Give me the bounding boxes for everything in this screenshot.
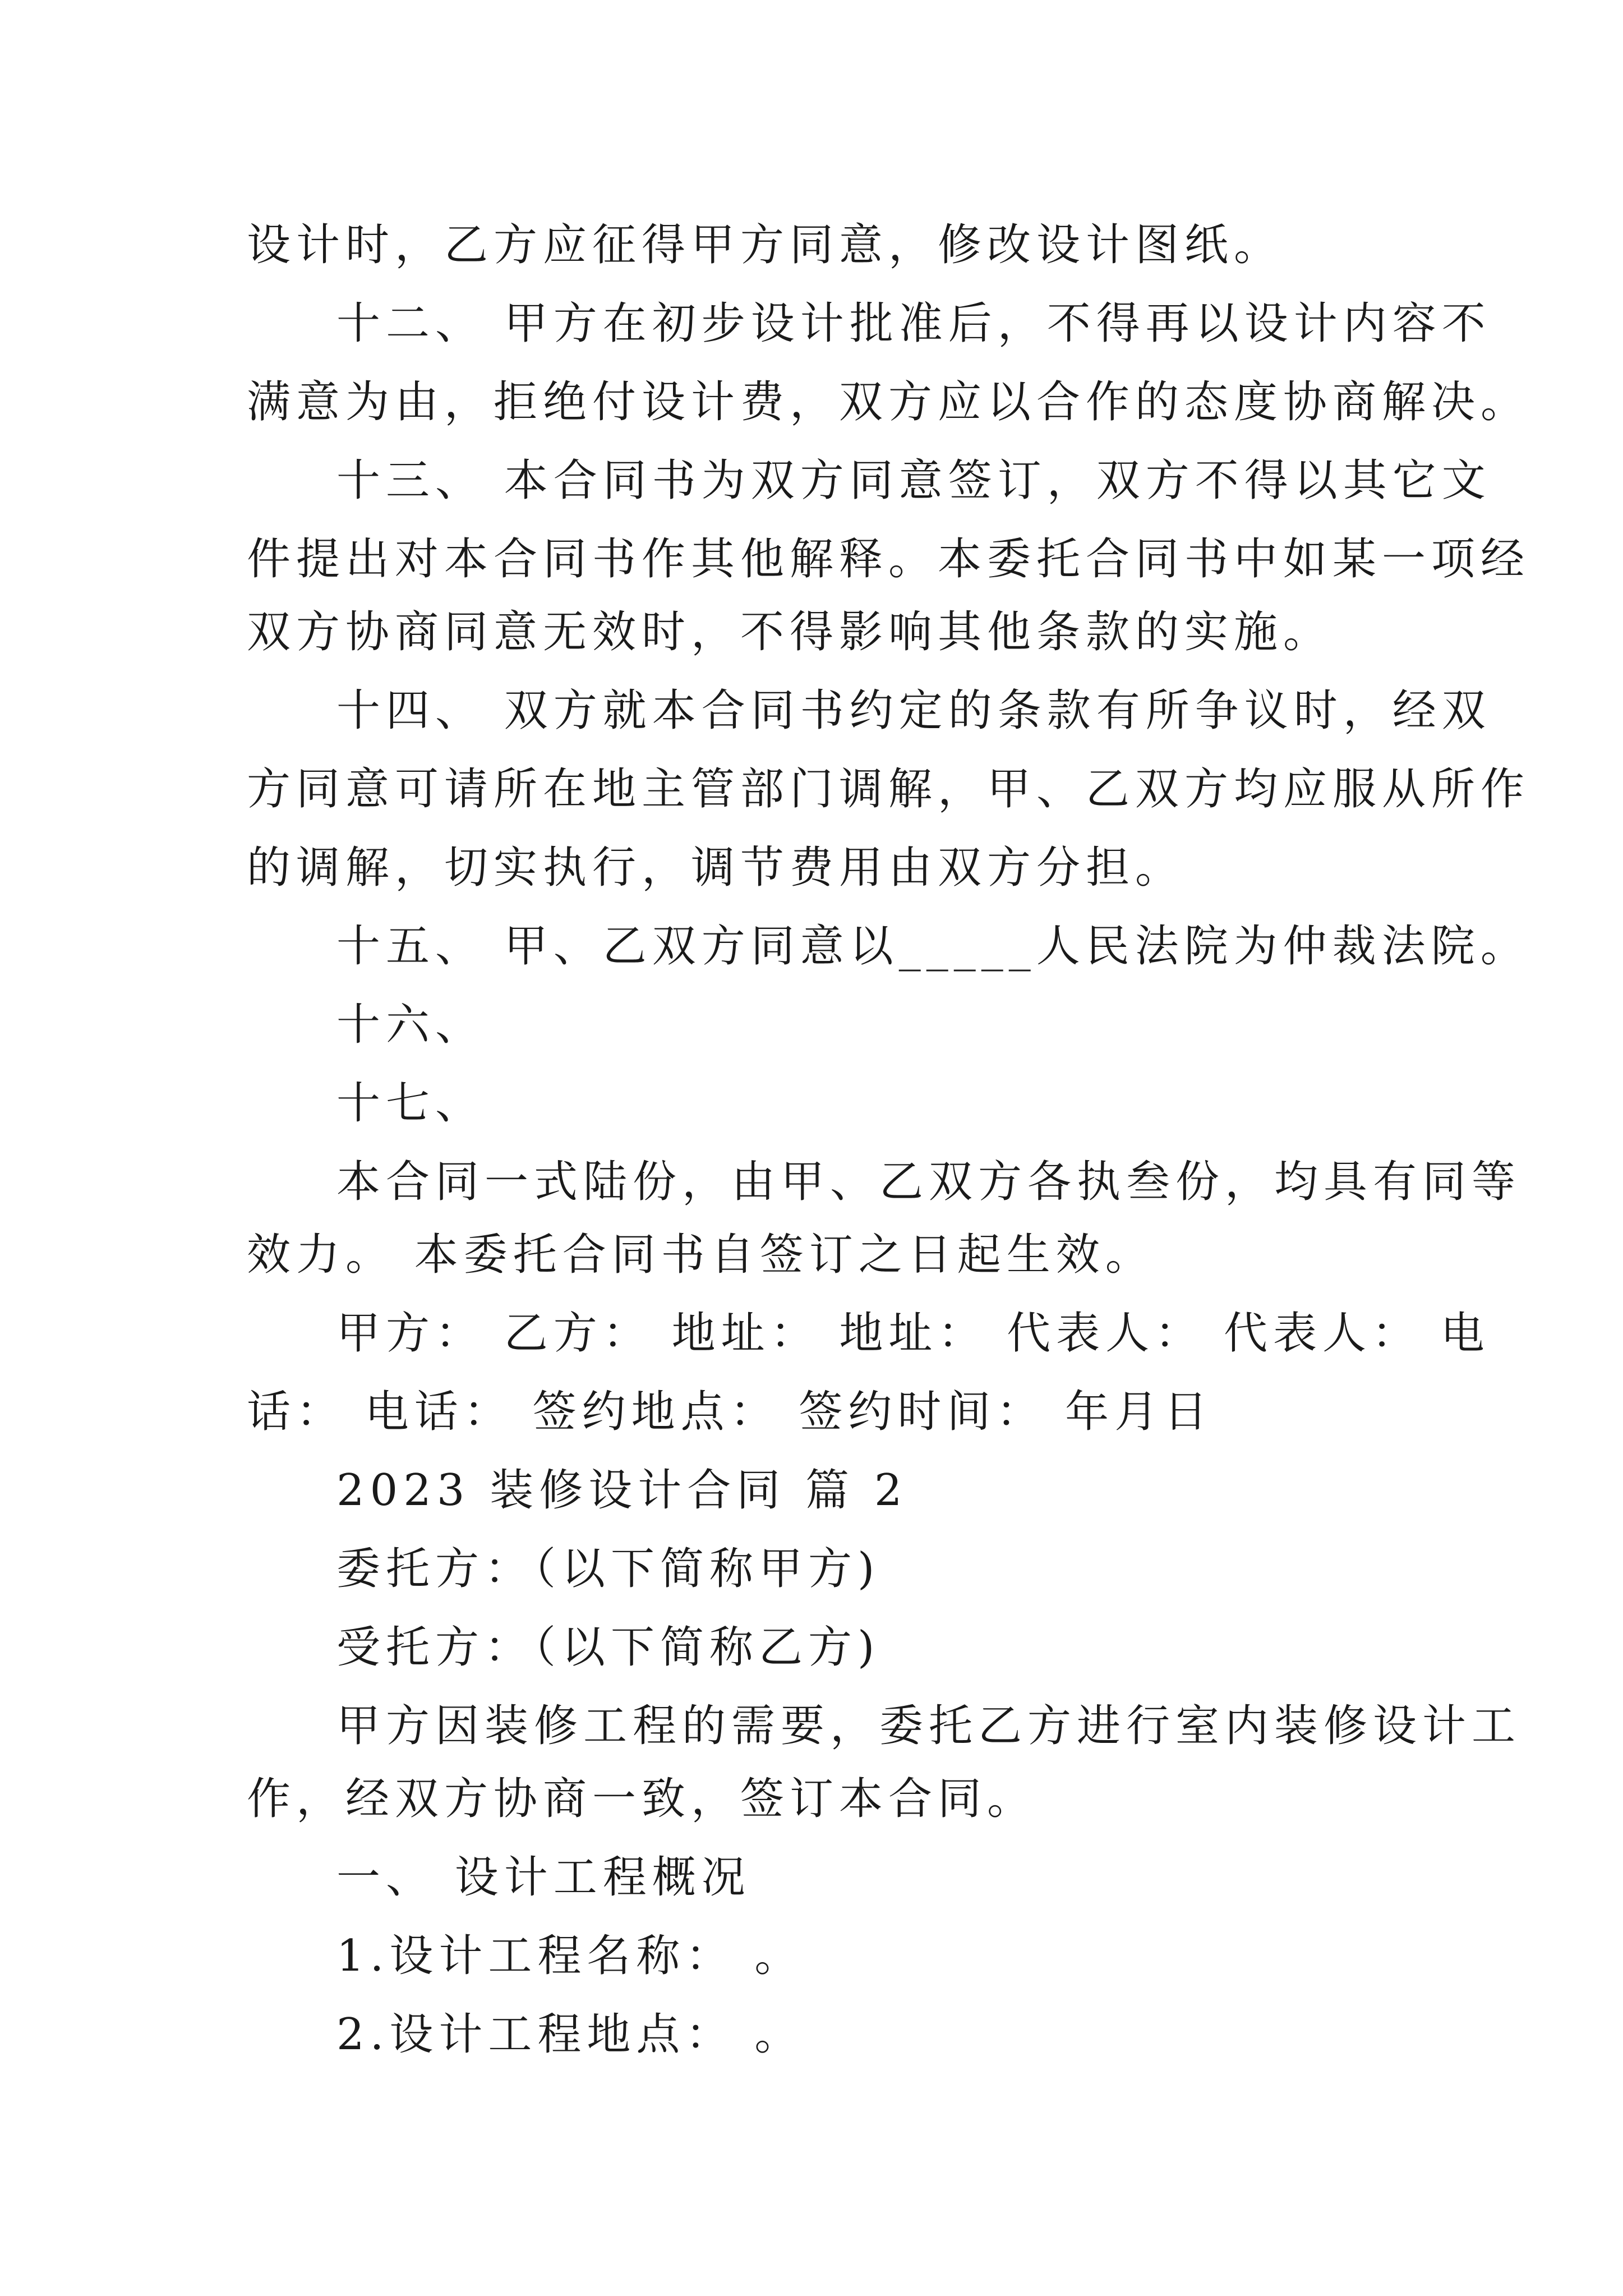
text-line: 件提出对本合同书作其他解释。本委托合同书中如某一项经: [247, 534, 1530, 585]
text-line: 设计时，乙方应征得甲方同意，修改设计图纸。: [247, 220, 1284, 270]
text-line: 本合同一式陆份，由甲、乙双方各执叁份，均具有同等: [336, 1157, 1521, 1207]
text-line: 受托方：（以下简称乙方): [336, 1622, 880, 1673]
text-line: 一、 设计工程概况: [336, 1852, 751, 1903]
text-line: 的调解，切实执行，调节费用由双方分担。: [247, 843, 1185, 893]
text-line: 2.设计工程地点： 。: [336, 2009, 804, 2060]
text-line: 十六、: [336, 1000, 485, 1050]
text-line: 话： 电话： 签约地点： 签约时间： 年月日: [247, 1387, 1214, 1437]
text-line: 十三、 本合同书为双方同意签订，双方不得以其它文: [336, 455, 1491, 506]
text-line: 满意为由，拒绝付设计费，双方应以合作的态度协商解决。: [247, 377, 1530, 427]
text-line: 2023 装修设计合同 篇 2: [336, 1465, 908, 1516]
text-line: 十五、 甲、乙双方同意以_____人民法院为仲裁法院。: [336, 921, 1530, 972]
text-line: 十四、 双方就本合同书约定的条款有所争议时，经双: [336, 685, 1491, 736]
text-line: 十七、: [336, 1078, 485, 1129]
text-line: 十二、 甲方在初步设计批准后，不得再以设计内容不: [336, 298, 1491, 349]
text-line: 作，经双方协商一致，签订本合同。: [247, 1774, 1037, 1824]
text-line: 方同意可请所在地主管部门调解，甲、乙双方均应服从所作: [247, 764, 1530, 815]
text-line: 甲方： 乙方： 地址： 地址： 代表人： 代表人： 电: [336, 1308, 1490, 1359]
text-line: 甲方因装修工程的需要，委托乙方进行室内装修设计工: [336, 1701, 1521, 1751]
text-line: 1.设计工程名称： 。: [336, 1931, 804, 1981]
text-line: 委托方：（以下简称甲方): [336, 1544, 880, 1594]
text-line: 双方协商同意无效时，不得影响其他条款的实施。: [247, 607, 1333, 657]
text-line: 效力。 本委托合同书自签订之日起生效。: [247, 1230, 1155, 1280]
